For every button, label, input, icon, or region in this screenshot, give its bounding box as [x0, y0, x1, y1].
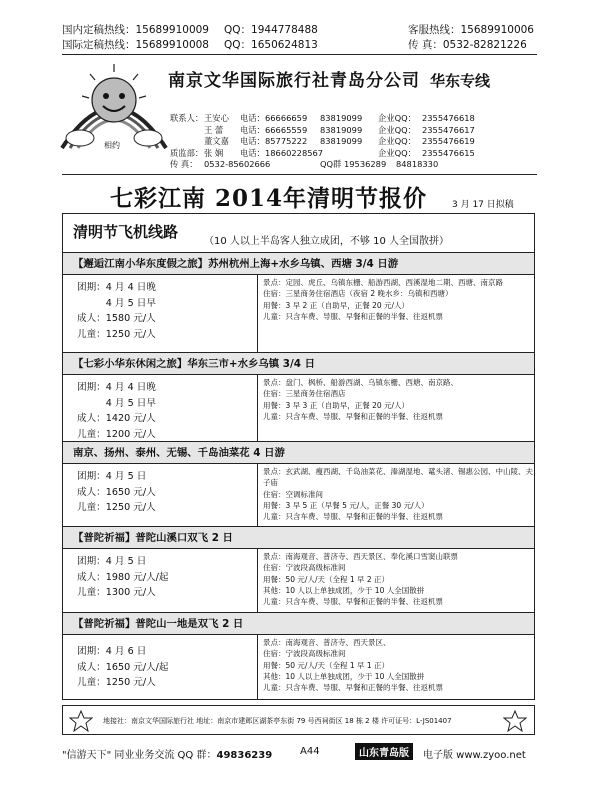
contact-name: 王 蕾 — [204, 124, 224, 135]
domestic-qq — [224, 24, 318, 37]
route-info-line: 住宿：宁波段高级标准间 — [263, 563, 346, 573]
route-title: 【普陀祈福】普陀山一地是双飞 2 日 — [63, 613, 534, 635]
contact-qq: 2355476615 — [422, 147, 475, 158]
service-hotline-label: 客服热线： — [408, 24, 461, 36]
route-info-line: 用餐：50 元/人/天（全程 1 早 1 正） — [263, 660, 390, 670]
fax-hotline — [408, 39, 527, 52]
contact-qq-label: 企业QQ： — [378, 124, 416, 135]
route-prices — [63, 464, 258, 526]
intl-qq-label: QQ： — [224, 39, 252, 51]
domestic-qq-label: QQ： — [224, 24, 252, 36]
agency-fax-label: 传 真： — [170, 159, 198, 170]
contact-tel-label: 电话： — [240, 147, 265, 158]
route-prices — [63, 275, 258, 352]
route-price-line: 儿童：1200 元/人 — [77, 428, 156, 440]
route-info-line: 用餐：3 早 3 正（自助早，正餐 20 元/人） — [263, 400, 410, 410]
route-info-line: 儿童：只含车费、导服、早餐和正餐的半餐、往返机票 — [263, 311, 443, 321]
route-info — [258, 635, 534, 699]
route-price-line: 4 月 5 日早 — [77, 297, 156, 309]
route-details — [63, 375, 534, 442]
route-price-line: 成人：1650 元/人/起 — [77, 661, 169, 673]
route-info — [258, 464, 534, 526]
route-prices — [63, 375, 258, 441]
contact-name: 董文嘉 — [204, 136, 229, 147]
route-price-line: 团期：4 月 4 日晚 — [77, 382, 156, 393]
route-price-line: 4 月 5 日早 — [77, 397, 156, 409]
route-info-line: 其他：10 人以上单独成团，少于 10 人全国散拼 — [263, 585, 425, 595]
route-info-line: 儿童：只含车费、导服、早餐和正餐的半餐、往返机票 — [263, 512, 443, 522]
route-title: 【邂逅江南小华东度假之旅】苏州杭州上海+水乡乌镇、西塘 3/4 日游 — [63, 253, 534, 275]
route-info — [258, 275, 534, 352]
route-price-line: 团期：4 月 5 日 — [77, 471, 147, 482]
promo-text — [62, 746, 272, 761]
promo-label: "信游天下" 同业业务交流 QQ 群： — [62, 750, 217, 761]
contact-qq: 2355476619 — [422, 136, 475, 147]
intl-hotline-phone: 15689910008 — [135, 39, 209, 51]
contact-qq-label: 企业QQ： — [378, 113, 416, 123]
route-info-line: 儿童：只含车费、导服、早餐和正餐的半餐、往返机票 — [263, 411, 443, 421]
intl-hotline-label: 国际定稿热线： — [62, 39, 136, 51]
sun-rainbow-mascot — [60, 58, 168, 154]
intl-hotline — [62, 39, 209, 52]
contact-tel2: 83819099 — [320, 124, 363, 135]
agency-divider — [62, 174, 537, 175]
route-info-line: 景点：南海观音、普济寺、西天景区、奉化溪口雪窦山联票 — [263, 552, 458, 561]
footer-address: 地接社：南京文华国际旅行社 地址：南京市建邺区湖茶亭东街 79 号西祠街区 18 栋 2 楼 许可证号：L-JS01407 — [103, 717, 452, 725]
route-price-line: 儿童：1250 元/人 — [77, 677, 156, 688]
price-table — [62, 213, 535, 700]
route-info-line: 用餐：50 元/人/天（全程 1 早 2 正） — [263, 574, 390, 584]
draft-date: 3 月 17 日拟稿 — [452, 200, 514, 210]
qq-group-label: QQ群 — [320, 159, 342, 170]
route-info-line: 儿童：只含车费、导服、早餐和正餐的半餐、往返机票 — [263, 683, 443, 693]
edition-brand: 山东青岛版 — [355, 743, 413, 760]
agency-name: 南京文华国际旅行社青岛分公司 — [168, 71, 420, 91]
service-hotline — [408, 24, 534, 37]
contact-tel1: 18660228567 — [265, 147, 324, 158]
contact-qq-label: 企业QQ： — [378, 147, 416, 158]
route-title: 【普陀祈福】普陀山溪口双飞 2 日 — [63, 527, 534, 549]
promo-qq: 49836239 — [216, 750, 273, 761]
star-icon — [69, 710, 93, 732]
domestic-hotline-label: 国内定稿热线： — [62, 24, 136, 36]
fax-hotline-label: 传 真： — [408, 39, 443, 51]
contact-qq: 2355476617 — [422, 124, 475, 135]
route-price-line: 团期：4 月 6 日 — [77, 646, 147, 657]
route-price-line: 团期：4 月 5 日 — [77, 556, 147, 567]
service-hotline-phone: 15689910006 — [460, 24, 534, 36]
route-price-line: 成人：1650 元/人 — [77, 486, 156, 498]
contact-tel1: 66665559 — [265, 124, 308, 135]
route-info — [258, 375, 534, 441]
flight-subtitle: （10 人以上半岛客人独立成团，不够 10 人全国散拼） — [204, 236, 449, 247]
flight-section-header — [63, 214, 534, 253]
contact-tel-label: 电话： — [240, 124, 265, 135]
route-info-line: 住宿：三星商务住宿酒店 — [263, 389, 346, 399]
contact-tel1: 66666659 — [265, 113, 308, 123]
route-details — [63, 464, 534, 527]
contact-tel-label: 电话： — [240, 113, 265, 123]
domestic-hotline-phone: 15689910009 — [135, 24, 209, 36]
route-info-line: 住宿：空调标准间 — [263, 489, 323, 499]
route-price-line: 儿童：1250 元/人 — [77, 328, 156, 340]
route-title: 【七彩小华东休闲之旅】华东三市+水乡乌镇 3/4 日 — [63, 353, 534, 375]
footer-address-box — [62, 705, 535, 735]
fax-hotline-number: 0532-82821226 — [442, 39, 527, 51]
route-info-line: 景点：定园、虎丘、乌镇东栅、船游西湖、西溪湿地二期、西塘、南京路 — [263, 278, 503, 287]
contact-tel1: 85775222 — [265, 136, 308, 147]
route-info-line: 景点：盘门、枫桥、船游西湖、乌镇东栅、西塘、南京路、 — [263, 378, 458, 387]
intl-qq-value: 1650624813 — [251, 39, 318, 51]
route-info — [258, 549, 534, 612]
route-price-line: 儿童：1300 元/人 — [77, 587, 156, 598]
route-info-line: 用餐：3 早 5 正（早餐 5 元/人，正餐 30 元/人） — [263, 500, 429, 510]
star-icon — [503, 710, 527, 732]
route-price-line: 儿童：1250 元/人 — [77, 502, 156, 513]
domestic-hotline — [62, 24, 209, 37]
contact-tel2: 83819099 — [320, 113, 363, 123]
route-info-line: 景点：南海观音、普济寺、西天景区、 — [263, 638, 391, 647]
domestic-qq-value: 1944778488 — [251, 24, 318, 36]
route-price-line: 成人：1420 元/人 — [77, 413, 156, 424]
qq-group: 19536289 — [344, 159, 387, 170]
header-divider — [62, 54, 537, 55]
route-info-line: 儿童：只含车费、导服、早餐和正餐的半餐、往返机票 — [263, 597, 443, 607]
agency-fax: 0532-85602666 — [204, 159, 271, 170]
contact-name: 张 娴 — [204, 147, 224, 158]
intl-qq — [224, 39, 318, 52]
route-details — [63, 635, 534, 699]
ebook-text: 电子版 www.zyoo.net — [423, 750, 526, 761]
contact-qq: 2355476618 — [422, 113, 475, 123]
mascot-text: 相约 — [104, 141, 120, 150]
special-line-label: 华东专线 — [430, 72, 491, 90]
route-info-line: 用餐：3 早 2 正（自助早，正餐 20 元/人） — [263, 300, 410, 310]
route-price-line: 成人：1580 元/人 — [77, 313, 156, 324]
contact-tel2: 83819099 — [320, 136, 363, 147]
route-info-line: 其他：10 人以上单独成团，少于 10 人全国散拼 — [263, 671, 425, 681]
contact-tel-label: 电话： — [240, 136, 265, 147]
route-prices — [63, 635, 258, 699]
route-info-line: 住宿：三星商务住宿酒店（夜宿 2 晚水乡：乌镇和西塘） — [263, 289, 453, 299]
route-prices — [63, 549, 258, 612]
qq-group-2: 84818330 — [396, 159, 439, 170]
route-price-line: 成人：1980 元/人/起 — [77, 571, 169, 583]
route-info-line: 住宿：宁波段高级标准间 — [263, 649, 346, 659]
route-price-line: 团期：4 月 4 日晚 — [77, 282, 156, 293]
route-details — [63, 549, 534, 613]
contact-title: 质监部： — [170, 147, 204, 158]
page-number: A44 — [300, 746, 320, 757]
route-info-line: 景点：玄武湖、瘦西湖、千岛油菜花、溱湖湿地、鼋头渚、锡惠公园、中山陵、夫子庙 — [263, 467, 533, 488]
contact-title: 联系人： — [170, 113, 204, 123]
flight-title: 清明节飞机线路 — [73, 223, 179, 241]
route-details — [63, 275, 534, 353]
route-title: 南京、扬州、泰州、无锡、千岛油菜花 4 日游 — [63, 442, 534, 464]
contact-name: 王安心 — [204, 113, 229, 123]
page-title: 七彩江南 2014年清明节报价 — [110, 185, 428, 212]
contact-qq-label: 企业QQ： — [378, 136, 416, 147]
